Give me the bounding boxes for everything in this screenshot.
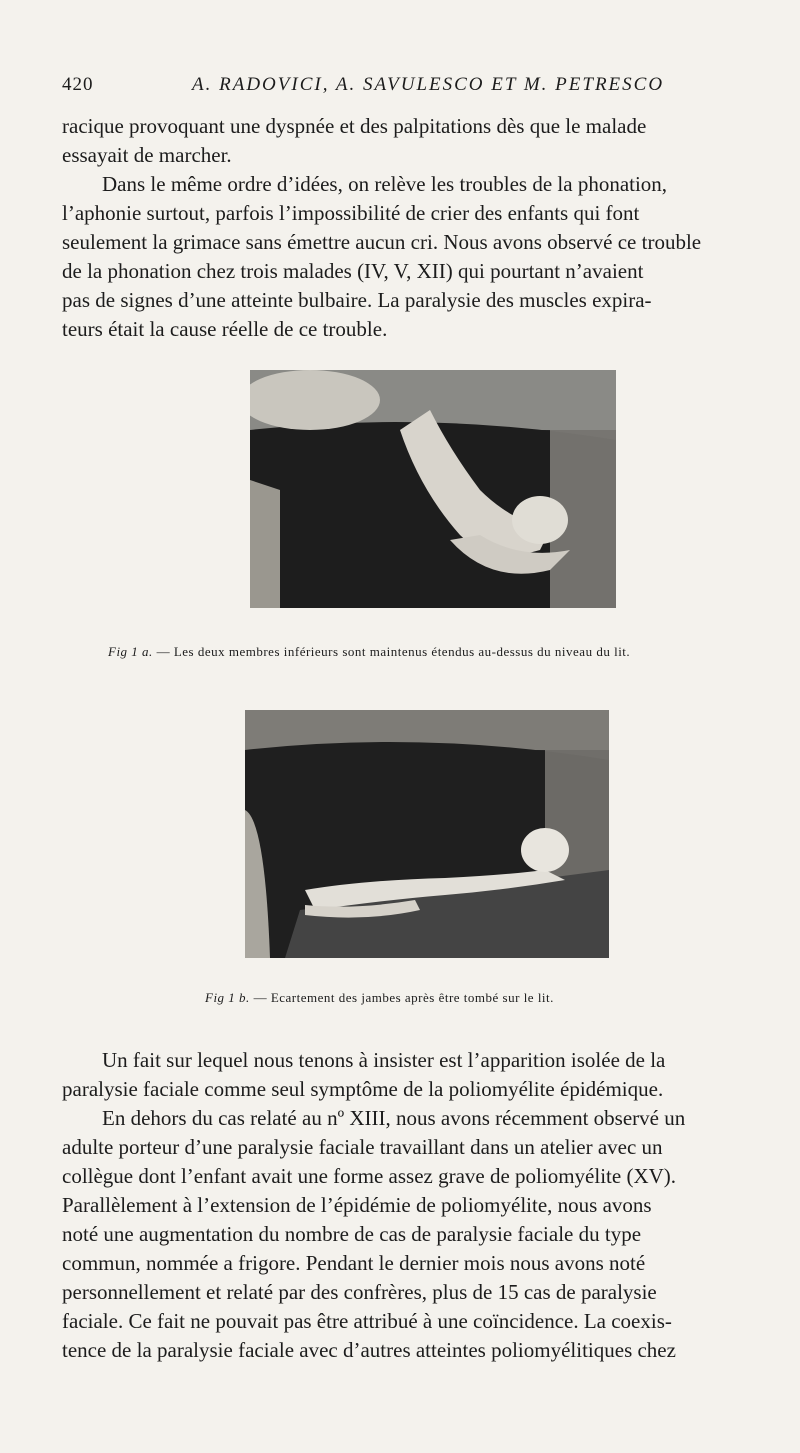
- text-line: seulement la grimace sans émettre aucun cri. Nous avons observé ce trouble: [62, 230, 702, 254]
- text-line: essayait de marcher.: [62, 143, 232, 167]
- text-line: En dehors du cas relaté au nº XIII, nous avons récemment observé un: [102, 1106, 686, 1130]
- text-line: commun, nommée a frigore. Pendant le dernier mois nous avons noté: [62, 1251, 646, 1275]
- figure-1b-photo: [245, 710, 609, 958]
- text-line: personnellement et relaté par des confrères, plus de 15 cas de paralysie: [62, 1280, 657, 1304]
- figure-label: Fig 1 b.: [205, 990, 250, 1005]
- page-number: 420: [62, 74, 94, 95]
- text-line: tence de la paralysie faciale avec d’autres atteintes poliomyélitiques chez: [62, 1338, 676, 1362]
- caption-text: — Les deux membres inférieurs sont maintenus étendus au-dessus du niveau du lit.: [156, 644, 631, 659]
- figure-1a-photo: [250, 370, 616, 608]
- paragraph-2: [62, 170, 788, 344]
- paragraph-1: [62, 112, 788, 170]
- running-title: A. RADOVICI, A. SAVULESCO ET M. PETRESCO: [192, 74, 665, 95]
- text-line: l’aphonie surtout, parfois l’impossibilité de crier des enfants qui font: [62, 201, 640, 225]
- child-raised-legs-photo: [250, 370, 616, 608]
- figure-label: Fig 1 a.: [108, 644, 153, 659]
- text-line: Parallèlement à l’extension de l’épidémie de poliomyélite, nous avons: [62, 1193, 652, 1217]
- text-line: pas de signes d’une atteinte bulbaire. La paralysie des muscles expira-: [62, 288, 652, 312]
- text-line: noté une augmentation du nombre de cas de paralysie faciale du type: [62, 1222, 642, 1246]
- text-line: Dans le même ordre d’idées, on relève les troubles de la phonation,: [102, 172, 668, 196]
- text-line: adulte porteur d’une paralysie faciale travaillant dans un atelier avec un: [62, 1135, 663, 1159]
- figure-1b-caption: [205, 990, 554, 1006]
- text-line: de la phonation chez trois malades (IV, V, XII) qui pourtant n’avaient: [62, 259, 644, 283]
- text-line: faciale. Ce fait ne pouvait pas être attribué à une coïncidence. La coexis-: [62, 1309, 672, 1333]
- figure-1a-caption: [108, 644, 630, 660]
- text-line: teurs était la cause réelle de ce trouble.: [62, 317, 388, 341]
- text-line: racique provoquant une dyspnée et des palpitations dès que le malade: [62, 114, 647, 138]
- text-line: paralysie faciale comme seul symptôme de la poliomyélite épidémique.: [62, 1077, 664, 1101]
- paragraph-3: [62, 1046, 788, 1365]
- text-line: Un fait sur lequel nous tenons à insister est l’apparition isolée de la: [102, 1048, 666, 1072]
- text-line: collègue dont l’enfant avait une forme assez grave de poliomyélite (XV).: [62, 1164, 677, 1188]
- caption-text: — Ecartement des jambes après être tombé sur le lit.: [253, 990, 554, 1005]
- child-spread-legs-photo: [245, 710, 609, 958]
